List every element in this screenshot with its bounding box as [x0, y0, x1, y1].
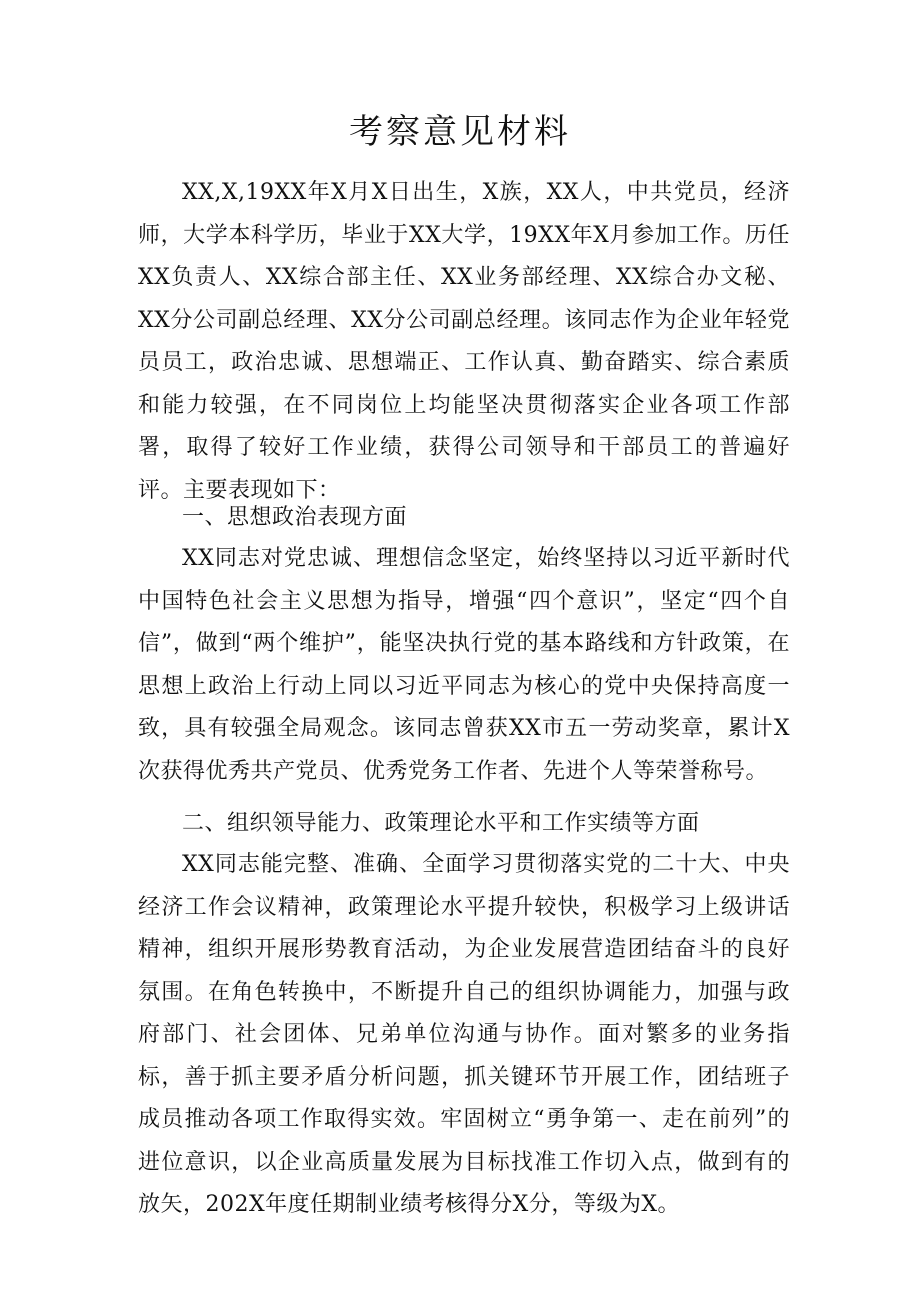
- section-paragraph-leadership: XX同志能完整、准确、全面学习贯彻落实党的二十大、中央经济工作会议精神，政策理论水平提升较快，积极学习上级讲话精神，组织开展形势教育活动，为企业发展营造团结奋斗的良好氛围。在角色转换中，不断提升自己的组织协调能力，加强与政府部门、社会团体、兄弟单位沟通与协作。面对繁多的业务指标，善于抓主要矛盾分析问题，抓关键环节开展工作，团结班子成员推动各项工作取得实效。牢固树立“勇争第一、走在前列”的进位意识，以企业高质量发展为目标找准工作切入点，做到有的放矢，202X年度任期制业绩考核得分X分，等级为X。: [138, 852, 790, 1217]
- section-heading-leadership: 二、组织领导能力、政策理论水平和工作实绩等方面: [182, 811, 700, 836]
- document-title: 考察意见材料: [349, 112, 571, 152]
- section-paragraph-political: XX同志对党忠诚、理想信念坚定，始终坚持以习近平新时代中国特色社会主义思想为指导，增强“四个意识”，坚定“四个自信”，做到“两个维护”，能坚决执行党的基本路线和方针政策，在思想上政治上行动上同以习近平同志为核心的党中央保持高度一致，具有较强全局观念。该同志曾获XX市五一劳动奖章，累计X次获得优秀共产党员、优秀党务工作者、先进个人等荣誉称号。: [138, 546, 790, 784]
- intro-paragraph: XX,X,19XX年X月X日出生，X族，XX人，中共党员，经济师，大学本科学历，毕业于XX大学，19XX年X月参加工作。历任XX负责人、XX综合部主任、XX业务部经理、XX综合办文秘、XX分公司副总经理、XX分公司副总经理。该同志作为企业年轻党员员工，政治忠诚、思想端正、工作认真、勤奋踏实、综合素质和能力较强，在不同岗位上均能坚决贯彻落实企业各项工作部署，取得了较好工作业绩，获得公司领导和干部员工的普遍好评。主要表现如下：: [138, 180, 790, 503]
- section-heading-political: 一、思想政治表现方面: [182, 505, 408, 530]
